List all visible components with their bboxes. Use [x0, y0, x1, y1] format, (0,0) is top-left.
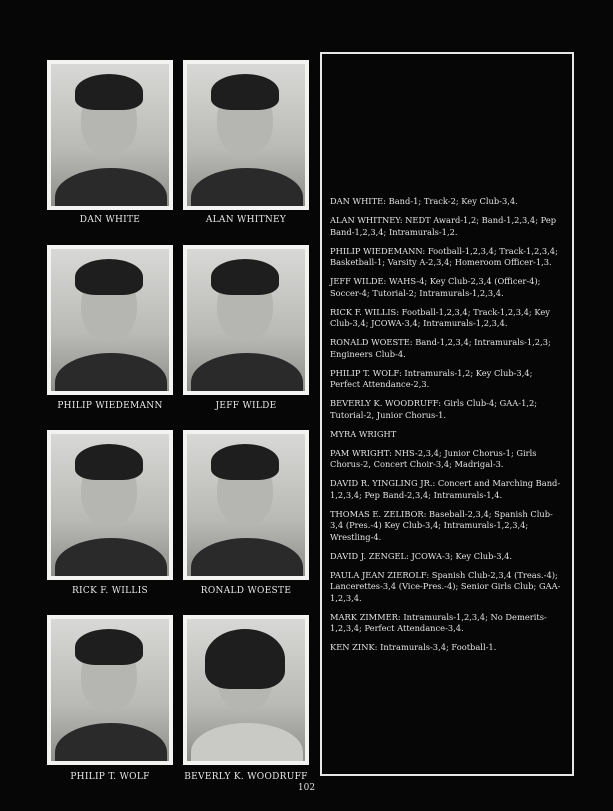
activity-entry: BEVERLY K. WOODRUFF: Girls Club-4; GAA-1,2; Tutorial-2, Junior Chorus-1. — [330, 398, 538, 420]
page-number: 102 — [297, 783, 316, 793]
activity-entry: KEN ZINK: Intramurals-3,4; Football-1. — [330, 642, 497, 652]
activity-entry: PAULA JEAN ZIEROLF: Spanish Club-2,3,4 (Treas.-4); Lancerettes-3,4 (Vice-Pres.-4); Senior Girls Club; GAA-1,2,3,4. — [330, 569, 561, 603]
activities-panel — [320, 52, 574, 776]
activity-entry: MARK ZIMMER: Intramurals-1,2,3,4; No Demerits-1,2,3,4; Perfect Attendance-3,4. — [330, 611, 547, 633]
activity-entry: DAN WHITE: Band-1; Track-2; Key Club-3,4. — [330, 196, 518, 206]
activity-entry: DAVID R. YINGLING JR.: Concert and Marching Band-1,2,3,4; Pep Band-2,3,4; Intramurals-1,4. — [330, 478, 561, 500]
portrait-photo — [183, 245, 309, 395]
portrait-photo — [183, 430, 309, 580]
portrait-photo — [47, 245, 173, 395]
activity-entry: MYRA WRIGHT — [330, 428, 397, 439]
portrait-photo — [47, 60, 173, 210]
portrait-caption: ALAN WHITNEY — [205, 215, 287, 225]
portrait-caption: BEVERLY K. WOODRUFF — [184, 772, 308, 782]
activity-entry: PAM WRIGHT: NHS-2,3,4; Junior Chorus-1; Girls Chorus-2, Concert Choir-3,4; Madrigal-3. — [330, 447, 537, 469]
activity-entry: THOMAS E. ZELIBOR: Baseball-2,3,4; Spanish Club-3,4 (Pres.-4) Key Club-3,4; Intramurals-1,2,3,4; Wrestling-4. — [330, 508, 553, 542]
portrait-caption: PHILIP T. WOLF — [70, 772, 150, 782]
portrait-photo — [47, 615, 173, 765]
activity-entry: PHILIP WIEDEMANN: Football-1,2,3,4; Track-1,2,3,4; Basketball-1; Varsity A-2,3,4; Homeroom Officer-1,3. — [330, 245, 558, 267]
activity-entry: RONALD WOESTE: Band-1,2,3,4; Intramurals-1,2,3; Engineers Club-4. — [330, 337, 551, 359]
portrait-caption: PHILIP WIEDEMANN — [57, 401, 163, 411]
portrait-photo — [47, 430, 173, 580]
portrait-caption: RICK F. WILLIS — [71, 586, 149, 596]
activity-entry: RICK F. WILLIS: Football-1,2,3,4; Track-1,2,3,4; Key Club-3,4; JCOWA-3,4; Intramurals-1,2,3,4. — [330, 306, 550, 328]
activity-entry: ALAN WHITNEY: NEDT Award-1,2; Band-1,2,3,4; Pep Band-1,2,3,4; Intramurals-1,2. — [330, 215, 557, 237]
portrait-caption: DAN WHITE — [79, 215, 141, 225]
portrait-photo — [183, 615, 309, 765]
activity-entry: DAVID J. ZENGEL: JCOWA-3; Key Club-3,4. — [330, 550, 513, 561]
portrait-caption: JEFF WILDE — [215, 401, 277, 411]
activity-entry: JEFF WILDE: WAHS-4; Key Club-2,3,4 (Officer-4); Soccer-4; Tutorial-2; Intramurals-1,2,3,4. — [330, 276, 541, 298]
portrait-caption: RONALD WOESTE — [200, 586, 292, 596]
portrait-photo — [183, 60, 309, 210]
activity-entry: PHILIP T. WOLF: Intramurals-1,2; Key Club-3,4; Perfect Attendance-2,3. — [330, 367, 533, 389]
